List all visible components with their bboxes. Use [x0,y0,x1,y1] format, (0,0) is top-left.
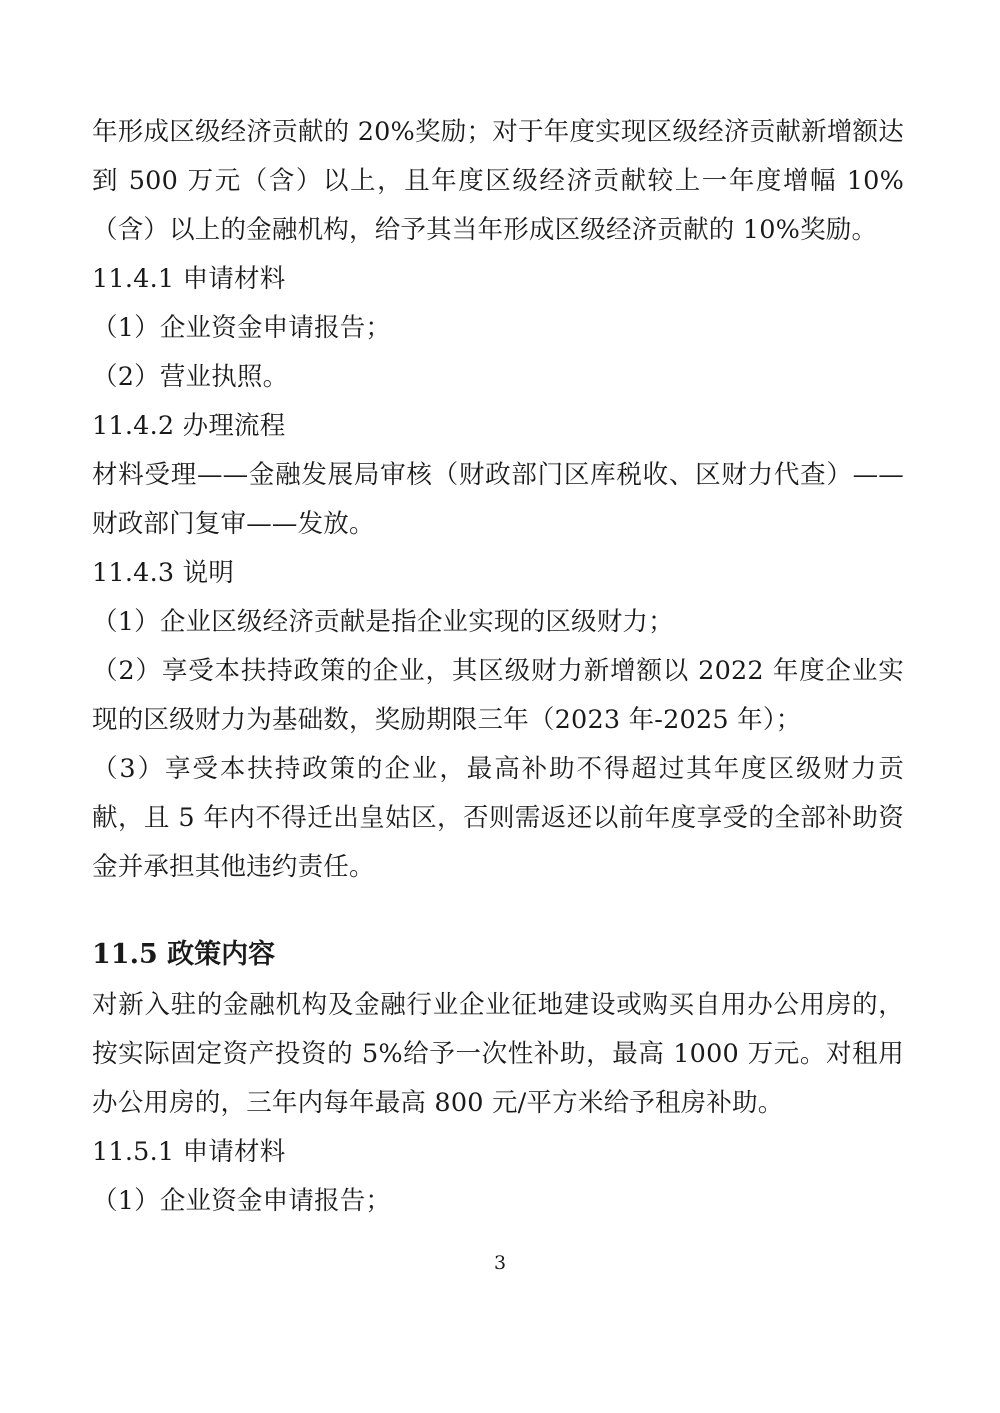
subsection-11-5-1-heading: 11.5.1 申请材料 [92,1137,286,1167]
paragraph-policy-content: 对新入驻的金融机构及金融行业企业征地建设或购买自用办公用房的，按实际固定资产投资的 5%给予一次性补助，最高 1000 万元。对租用办公用房的，三年内每年最高 800 元/平方米给予租房补助。 [92,990,904,1118]
list-item-note-2: （2）享受本扶持政策的企业，其区级财力新增额以 2022 年度企业实现的区级财力为基础数，奖励期限三年（2023 年-2025 年）； [92,656,904,735]
list-item-note-1: （1）企业区级经济贡献是指企业实现的区级财力； [92,607,674,637]
subsection-11-4-2-heading: 11.4.2 办理流程 [92,411,286,441]
list-item-business-license: （2）营业执照。 [92,362,289,392]
document-body-after [92,981,904,1226]
page-number: 3 [493,1252,507,1274]
subsection-11-4-3-heading: 11.4.3 说明 [92,558,235,588]
section-11-5-heading: 11.5 政策内容 [92,939,276,970]
list-item-application-report-2: （1）企业资金申请报告； [92,1186,392,1216]
subsection-11-4-1-heading: 11.4.1 申请材料 [92,264,286,294]
document-body [92,108,904,892]
list-item-application-report: （1）企业资金申请报告； [92,313,392,343]
paragraph-process-flow: 材料受理——金融发展局审核（财政部门区库税收、区财力代查）——财政部门复审——发放。 [92,460,904,539]
list-item-note-3: （3）享受本扶持政策的企业，最高补助不得超过其年度区级财力贡献，且 5 年内不得迁出皇姑区，否则需返还以前年度享受的全部补助资金并承担其他违约责任。 [92,754,904,882]
paragraph-continued: 年形成区级经济贡献的 20%奖励；对于年度实现区级经济贡献新增额达到 500 万元（含）以上，且年度区级经济贡献较上一年度增幅 10%（含）以上的金融机构，给予其当年形成区级经济贡献的 10%奖励。 [92,117,904,245]
